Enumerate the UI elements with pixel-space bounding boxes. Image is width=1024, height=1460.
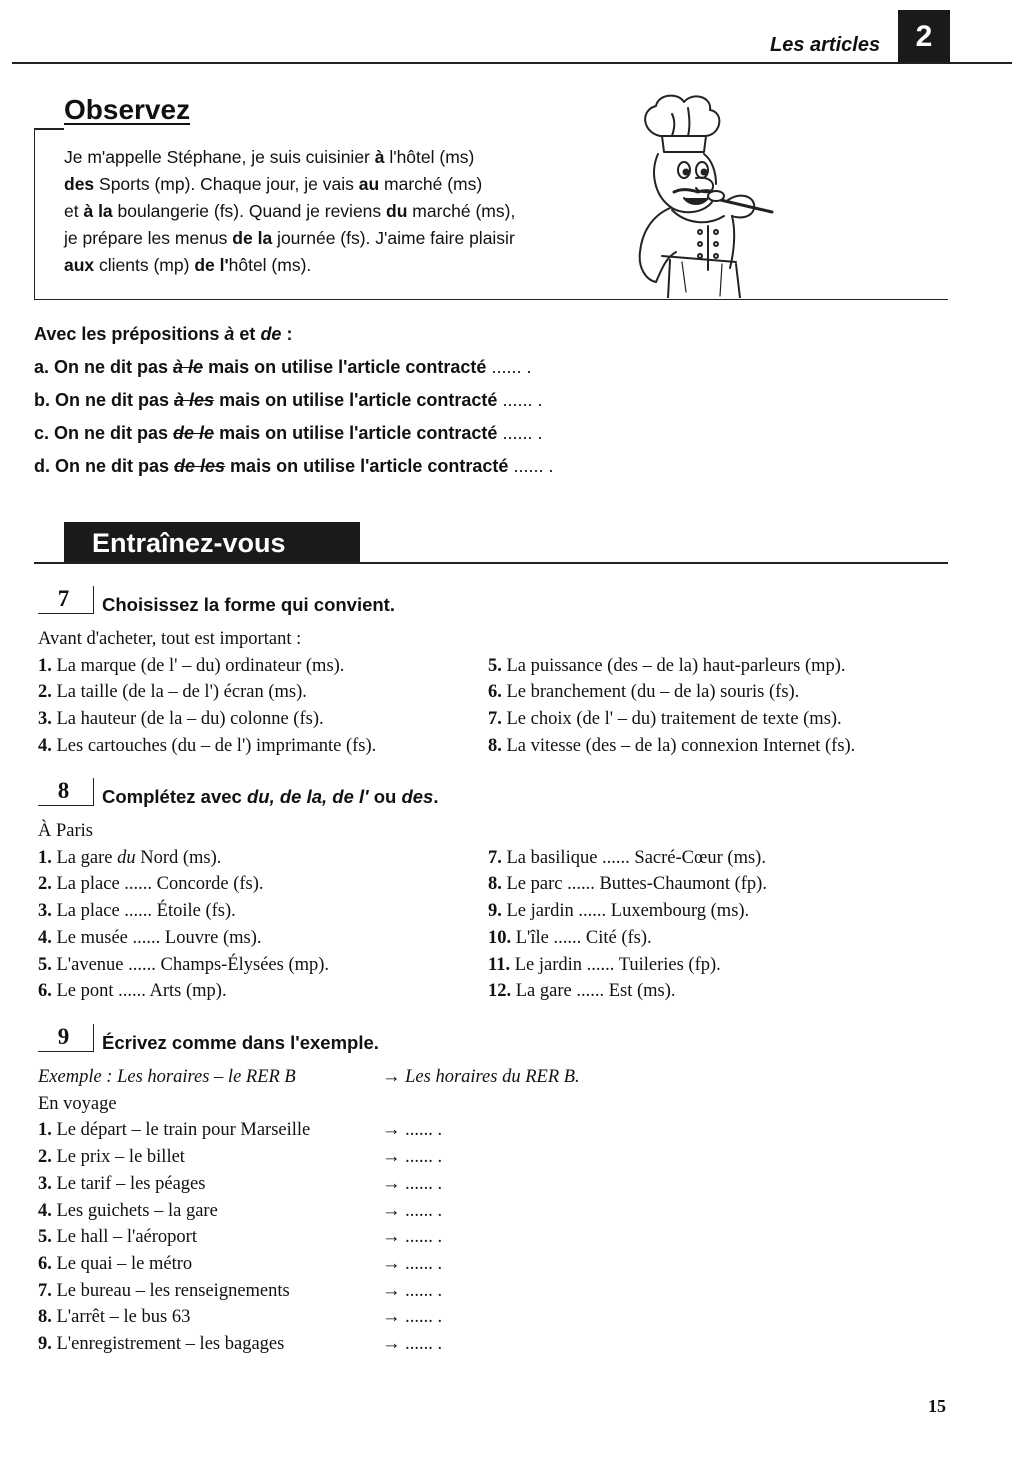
- item-text: Le jardin ...... Luxembourg (ms).: [501, 901, 750, 922]
- rule-blank: ...... .: [508, 456, 554, 476]
- item-number: 6.: [488, 682, 502, 703]
- list-item: [38, 1331, 310, 1358]
- list-item: [488, 679, 855, 706]
- rule-struck-form: de les: [174, 456, 226, 476]
- observez-text-run: clients (mp): [94, 255, 195, 275]
- item-text: La gare: [51, 847, 118, 868]
- rules-intro: [34, 318, 553, 351]
- exercise-number: 9: [38, 1024, 94, 1052]
- item-number: 4.: [38, 927, 52, 948]
- list-item: [38, 1171, 310, 1198]
- arrow-icon: →: [382, 1200, 401, 1221]
- exercise-intro: À Paris: [38, 821, 93, 841]
- list-item: [488, 706, 855, 733]
- observez-line: [64, 225, 584, 252]
- rules-intro-colon: :: [281, 324, 293, 344]
- chapter-number-badge: 2: [898, 10, 950, 64]
- observez-text-run: l'hôtel (ms): [384, 147, 475, 167]
- item-number: 7.: [488, 847, 502, 868]
- item-text: Le départ – le train pour Marseille: [51, 1120, 311, 1141]
- chapter-title: Les articles: [770, 34, 881, 56]
- rules-intro-text: Avec les prépositions: [34, 324, 225, 344]
- list-item: [38, 898, 329, 925]
- item-number: 8.: [488, 874, 502, 895]
- answer-row: [382, 1198, 580, 1225]
- list-item: [38, 1251, 310, 1278]
- answer-blank: ...... .: [405, 1280, 443, 1301]
- list-item: [38, 1144, 310, 1171]
- observez-text-run: Sports (mp). Chaque jour, je vais: [94, 174, 359, 194]
- title-part: Complétez avec: [102, 786, 247, 807]
- observez-text-run: boulangerie (fs). Quand je reviens: [112, 201, 387, 221]
- rule-item: [34, 351, 553, 384]
- answer-blank: ...... .: [405, 1227, 443, 1248]
- observez-bold-article: du: [386, 201, 408, 221]
- list-item: [38, 1117, 310, 1144]
- observez-bold-article: à: [374, 147, 385, 167]
- item-number: 3.: [38, 709, 52, 730]
- answer-blank: ...... .: [405, 1307, 443, 1328]
- item-text: La vitesse (des – de la) connexion Internet (fs).: [501, 735, 856, 756]
- item-number: 1.: [38, 1120, 52, 1141]
- answer-row: [382, 1278, 580, 1305]
- exercise-9-header: [38, 1024, 379, 1052]
- rule-text: mais on utilise l'article contracté: [214, 423, 498, 443]
- exercise-9-answer-column: [382, 1064, 580, 1358]
- item-text: Le tarif – les péages: [51, 1173, 206, 1194]
- rule-struck-form: de le: [173, 423, 215, 443]
- item-number: 5.: [38, 1227, 52, 1248]
- exercise-9-left-column: [38, 1064, 310, 1358]
- answer-row: [382, 1224, 580, 1251]
- rule-text: mais on utilise l'article contracté: [203, 357, 487, 377]
- observez-text-run: Je m'appelle Stéphane, je suis cuisinier: [64, 147, 375, 167]
- exercise-number: 7: [38, 586, 94, 614]
- item-number: 3.: [38, 901, 52, 922]
- chef-illustration: [612, 92, 784, 298]
- observez-text-run: marché (ms): [379, 174, 483, 194]
- arrow-icon: →: [382, 1120, 401, 1141]
- item-number: 12.: [488, 981, 512, 1002]
- item-text: Le hall – l'aéroport: [51, 1227, 197, 1248]
- list-item: [38, 706, 376, 733]
- item-text: L'île ...... Cité (fs).: [511, 927, 652, 948]
- list-item: [38, 978, 329, 1005]
- observez-heading: Observez: [64, 94, 191, 125]
- item-text: Le parc ...... Buttes-Chaumont (fp).: [501, 874, 767, 895]
- exercise-8-left-column: [38, 818, 329, 1005]
- item-text: Les guichets – la gare: [51, 1200, 218, 1221]
- exercise-title: Écrivez comme dans l'exemple.: [102, 1032, 379, 1053]
- header-rule: [12, 62, 1012, 64]
- observez-text-run: je prépare les menus: [64, 228, 233, 248]
- list-item: [38, 1224, 310, 1251]
- answer-blank: ...... .: [405, 1120, 443, 1141]
- list-item: [38, 653, 376, 680]
- item-text: L'enregistrement – les bagages: [51, 1334, 285, 1355]
- item-text: Nord (ms).: [135, 847, 222, 868]
- rules-intro-a: à: [224, 324, 235, 344]
- observez-text-run: et: [64, 201, 84, 221]
- arrow-icon: →: [382, 1334, 401, 1355]
- exercise-7-left-column: [38, 626, 376, 760]
- list-item: [488, 925, 767, 952]
- answer-blank: ...... .: [405, 1200, 443, 1221]
- item-text: La marque (de l' – du) ordinateur (ms).: [51, 655, 345, 676]
- rule-prefix: b. On ne dit pas: [34, 390, 175, 410]
- rules-intro-de: de: [260, 324, 282, 344]
- list-item: [38, 871, 329, 898]
- answer-blank: ...... .: [405, 1147, 443, 1168]
- list-item: [38, 845, 329, 872]
- list-item: [38, 733, 376, 760]
- rule-struck-form: à les: [174, 390, 215, 410]
- exercise-7-right-column: [488, 653, 855, 760]
- item-text: La place ...... Étoile (fs).: [51, 901, 236, 922]
- list-item: [38, 679, 376, 706]
- observez-line: [64, 144, 584, 171]
- list-item: [488, 653, 855, 680]
- answer-blank: ...... .: [405, 1173, 443, 1194]
- answer-row: [382, 1144, 580, 1171]
- page-number: 15: [928, 1396, 946, 1416]
- list-item: [488, 845, 767, 872]
- rule-blank: ...... .: [497, 423, 543, 443]
- item-number: 1.: [38, 655, 52, 676]
- answer-row: [382, 1117, 580, 1144]
- rule-item: [34, 450, 553, 483]
- arrow-icon: →: [382, 1280, 401, 1301]
- answer-blank: ...... .: [405, 1253, 443, 1274]
- example-prompt: Exemple : Les horaires – le RER B: [38, 1067, 296, 1087]
- item-number: 2.: [38, 1147, 52, 1168]
- list-item: [488, 978, 767, 1005]
- item-text: L'avenue ...... Champs-Élysées (mp).: [51, 954, 330, 975]
- item-number: 3.: [38, 1173, 52, 1194]
- rule-prefix: d. On ne dit pas: [34, 456, 175, 476]
- entrainez-heading: Entraînez-vous: [64, 522, 360, 564]
- item-number: 7.: [488, 709, 502, 730]
- item-example-answer: du: [117, 847, 136, 868]
- title-part: ou: [368, 786, 402, 807]
- answer-row: [382, 1331, 580, 1358]
- exercise-8-header: [38, 778, 439, 806]
- list-item: [38, 925, 329, 952]
- rules-section: [34, 318, 553, 483]
- observez-bold-article: de la: [232, 228, 273, 248]
- item-text: Le choix (de l' – du) traitement de texte (ms).: [501, 709, 842, 730]
- observez-box-corner: [34, 128, 64, 130]
- observez-text: [64, 144, 584, 279]
- arrow-icon: →: [382, 1173, 401, 1194]
- title-italic: du, de la, de l': [246, 786, 369, 807]
- answer-row: [382, 1171, 580, 1198]
- item-number: 9.: [488, 901, 502, 922]
- list-item: [38, 1198, 310, 1225]
- exercise-7-header: [38, 586, 395, 614]
- observez-bold-article: au: [358, 174, 380, 194]
- rule-item: [34, 384, 553, 417]
- list-item: [488, 871, 767, 898]
- item-number: 6.: [38, 981, 52, 1002]
- item-number: 5.: [488, 655, 502, 676]
- item-number: 2.: [38, 874, 52, 895]
- list-item: [488, 898, 767, 925]
- item-number: 11.: [488, 954, 511, 975]
- item-text: Le branchement (du – de la) souris (fs).: [501, 682, 800, 703]
- rule-text: mais on utilise l'article contracté: [225, 456, 509, 476]
- entrainez-rule: [34, 562, 948, 564]
- answer-row: [382, 1304, 580, 1331]
- observez-line: [64, 252, 584, 279]
- observez-line: [64, 198, 584, 225]
- exercise-8-right-column: [488, 845, 767, 1005]
- list-item: [38, 1278, 310, 1305]
- list-item: [488, 952, 767, 979]
- observez-bold-article: à la: [83, 201, 113, 221]
- item-number: 7.: [38, 1280, 52, 1301]
- observez-bold-article: aux: [64, 255, 95, 275]
- arrow-icon: →: [382, 1227, 401, 1248]
- item-text: Le bureau – les renseignements: [51, 1280, 290, 1301]
- rule-prefix: c. On ne dit pas: [34, 423, 174, 443]
- answer-blank: ...... .: [405, 1334, 443, 1355]
- list-item: [38, 952, 329, 979]
- item-text: La place ...... Concorde (fs).: [51, 874, 264, 895]
- rule-item: [34, 417, 553, 450]
- exercise-intro: Avant d'acheter, tout est important :: [38, 629, 302, 649]
- item-text: La taille (de la – de l') écran (ms).: [51, 682, 307, 703]
- exercise-intro: En voyage: [38, 1093, 117, 1114]
- item-text: Le prix – le billet: [51, 1147, 185, 1168]
- answer-row: [382, 1251, 580, 1278]
- observez-bold-article: de l': [194, 255, 229, 275]
- item-number: 2.: [38, 682, 52, 703]
- title-part: .: [433, 786, 439, 807]
- item-number: 9.: [38, 1334, 52, 1355]
- exercise-title: [102, 788, 439, 806]
- item-text: La puissance (des – de la) haut-parleurs (mp).: [501, 655, 846, 676]
- observez-bold-article: des: [64, 174, 95, 194]
- item-number: 4.: [38, 735, 52, 756]
- item-text: Les cartouches (du – de l') imprimante (fs).: [51, 735, 377, 756]
- example-answer-row: [382, 1064, 580, 1091]
- arrow-icon: →: [382, 1067, 401, 1087]
- arrow-icon: →: [382, 1253, 401, 1274]
- item-number: 1.: [38, 847, 52, 868]
- item-number: 6.: [38, 1253, 52, 1274]
- rule-blank: ...... .: [486, 357, 532, 377]
- item-number: 10.: [488, 927, 512, 948]
- item-number: 4.: [38, 1200, 52, 1221]
- list-item: [38, 1304, 310, 1331]
- rule-prefix: a. On ne dit pas: [34, 357, 174, 377]
- item-text: Le pont ...... Arts (mp).: [51, 981, 227, 1002]
- item-text: Le musée ...... Louvre (ms).: [51, 927, 262, 948]
- item-text: L'arrêt – le bus 63: [51, 1307, 191, 1328]
- item-number: 8.: [38, 1307, 52, 1328]
- item-text: La gare ...... Est (ms).: [511, 981, 676, 1002]
- exercise-title: Choisissez la forme qui convient.: [102, 594, 395, 615]
- rules-intro-and: et: [234, 324, 261, 344]
- rule-blank: ...... .: [497, 390, 543, 410]
- arrow-icon: →: [382, 1147, 401, 1168]
- observez-text-run: hôtel (ms).: [228, 255, 312, 275]
- item-text: La basilique ...... Sacré-Cœur (ms).: [501, 847, 766, 868]
- rule-struck-form: à le: [173, 357, 204, 377]
- item-number: 5.: [38, 954, 52, 975]
- title-italic: des: [401, 786, 434, 807]
- observez-line: [64, 171, 584, 198]
- item-text: Le quai – le métro: [51, 1253, 193, 1274]
- item-number: 8.: [488, 735, 502, 756]
- observez-text-run: marché (ms),: [407, 201, 516, 221]
- item-text: La hauteur (de la – du) colonne (fs).: [51, 709, 324, 730]
- exercise-number: 8: [38, 778, 94, 806]
- arrow-icon: →: [382, 1307, 401, 1328]
- rule-text: mais on utilise l'article contracté: [214, 390, 498, 410]
- observez-text-run: journée (fs). J'aime faire plaisir: [272, 228, 515, 248]
- example-answer: Les horaires du RER B.: [405, 1067, 580, 1087]
- list-item: [488, 733, 855, 760]
- item-text: Le jardin ...... Tuileries (fp).: [510, 954, 721, 975]
